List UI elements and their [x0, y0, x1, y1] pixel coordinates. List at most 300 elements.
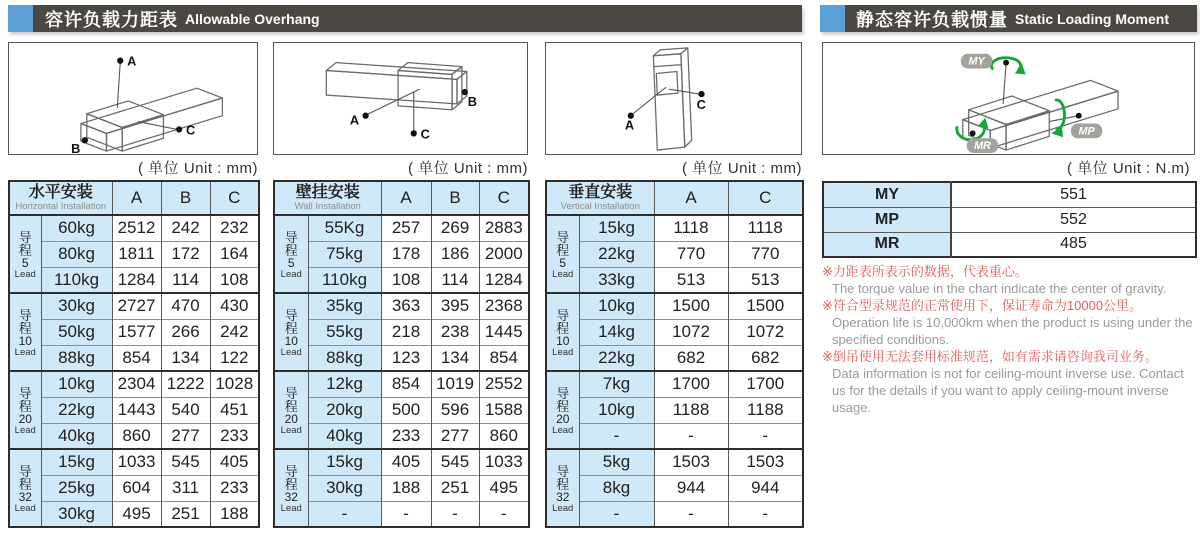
point-label-b: B — [71, 141, 81, 154]
value-cell: 164 — [210, 241, 259, 267]
value-cell: 257 — [381, 215, 431, 241]
lead-word: Lead — [280, 268, 302, 280]
table-row — [546, 319, 803, 345]
moment-badge-mp: MP — [1078, 125, 1095, 138]
load-cell: 22kg — [579, 241, 654, 267]
lead-word: Lead — [552, 424, 574, 436]
moment-row — [823, 232, 1196, 257]
lead-char: 导 — [284, 229, 298, 245]
table-title-zh: 水平安装 — [28, 184, 93, 201]
value-cell: 277 — [431, 423, 479, 449]
value-cell: 2552 — [479, 371, 529, 397]
table-row — [9, 241, 259, 267]
header-title-en: Static Loading Moment — [1015, 10, 1169, 27]
value-cell: 944 — [654, 475, 728, 501]
lead-number: 20 — [18, 411, 32, 426]
point-label-a: A — [349, 112, 360, 128]
load-cell: 110kg — [41, 267, 112, 293]
value-cell: 2883 — [479, 215, 529, 241]
table-row — [274, 345, 529, 371]
table-row — [546, 423, 803, 449]
lead-char: 程 — [284, 320, 298, 336]
value-cell: 1072 — [728, 319, 803, 345]
load-cell: 40kg — [41, 423, 112, 449]
value-cell: 188 — [381, 475, 431, 501]
value-cell: 186 — [431, 241, 479, 267]
value-cell: 854 — [381, 371, 431, 397]
load-cell: 22kg — [41, 397, 112, 423]
value-cell: 114 — [161, 267, 210, 293]
header-title-zh: 静态容许负载惯量 — [856, 9, 1008, 30]
value-cell: 1445 — [479, 319, 529, 345]
value-cell: 513 — [728, 267, 803, 293]
load-cell: 35kg — [308, 293, 381, 319]
lead-group-cell — [274, 449, 308, 527]
table-row — [9, 423, 259, 449]
lead-char: 导 — [556, 385, 570, 401]
value-cell: 232 — [210, 215, 259, 241]
value-cell: 1500 — [728, 293, 803, 319]
load-cell: 10kg — [41, 371, 112, 397]
vertical-installation-table — [545, 180, 804, 528]
lead-char: 程 — [18, 476, 32, 492]
value-cell: 2512 — [112, 215, 161, 241]
horizontal-rail-drawing — [9, 43, 257, 154]
moment-badge-my: MY — [968, 55, 985, 68]
lead-char: 导 — [18, 385, 32, 401]
wall-installation-diagram — [273, 42, 528, 155]
lead-word: Lead — [14, 424, 36, 436]
value-cell: 266 — [161, 319, 210, 345]
load-cell: 33kg — [579, 267, 654, 293]
column-header: B — [161, 181, 210, 215]
value-cell: 269 — [431, 215, 479, 241]
lead-char: 导 — [18, 463, 32, 479]
load-cell: 14kg — [579, 319, 654, 345]
table-header-row — [274, 181, 529, 215]
value-cell: 233 — [381, 423, 431, 449]
wall-installation-table — [273, 180, 530, 528]
value-cell: 251 — [161, 501, 210, 527]
lead-number: 32 — [284, 489, 298, 504]
table-row — [9, 267, 259, 293]
value-cell: 178 — [381, 241, 431, 267]
value-cell: 1188 — [728, 397, 803, 423]
lead-word: Lead — [280, 502, 302, 514]
table-row — [546, 267, 803, 293]
table-row — [546, 501, 803, 527]
value-cell: - — [381, 501, 431, 527]
unit-label-mm: ( 单位 Unit : mm) — [408, 160, 528, 177]
table-row — [274, 215, 529, 241]
value-cell: 2368 — [479, 293, 529, 319]
value-cell: 545 — [431, 449, 479, 475]
lead-number: 10 — [18, 333, 32, 348]
spec-table — [273, 180, 530, 528]
value-cell: - — [479, 501, 529, 527]
header-title-zh: 容许负载力距表 — [45, 9, 178, 30]
load-cell: 22kg — [579, 345, 654, 371]
value-cell: 1700 — [728, 371, 803, 397]
value-cell: 134 — [161, 345, 210, 371]
table-row — [9, 397, 259, 423]
lead-char: 导 — [556, 307, 570, 323]
load-cell: 12kg — [308, 371, 381, 397]
lead-group-cell — [274, 215, 308, 293]
value-cell: 172 — [161, 241, 210, 267]
value-cell: 363 — [381, 293, 431, 319]
lead-word: Lead — [280, 424, 302, 436]
value-cell: 1577 — [112, 319, 161, 345]
value-cell: 242 — [161, 215, 210, 241]
lead-group-cell — [9, 449, 41, 527]
table-row — [274, 293, 529, 319]
point-label-a: A — [624, 117, 635, 133]
value-cell: 2727 — [112, 293, 161, 319]
table-row — [9, 371, 259, 397]
lead-char: 导 — [556, 229, 570, 245]
load-cell: 50kg — [41, 319, 112, 345]
value-cell: 1072 — [654, 319, 728, 345]
value-cell: 860 — [112, 423, 161, 449]
lead-char: 程 — [556, 320, 570, 336]
lead-word: Lead — [14, 268, 36, 280]
lead-char: 程 — [556, 398, 570, 414]
lead-char: 程 — [284, 398, 298, 414]
moment-table — [822, 181, 1197, 258]
value-cell: 242 — [210, 319, 259, 345]
value-cell: 1588 — [479, 397, 529, 423]
value-cell: 134 — [431, 345, 479, 371]
table-row — [274, 319, 529, 345]
note-zh: ※符合型录规范的正常使用下，保证寿命为10000公里。 — [822, 298, 1143, 313]
load-cell: 15kg — [579, 215, 654, 241]
value-cell: 233 — [210, 475, 259, 501]
value-cell: 596 — [431, 397, 479, 423]
load-cell: 30kg — [41, 501, 112, 527]
value-cell: 545 — [161, 449, 210, 475]
load-cell: 55Kg — [308, 215, 381, 241]
load-cell: 60kg — [41, 215, 112, 241]
load-cell: - — [308, 501, 381, 527]
static-moment-table — [822, 181, 1197, 258]
value-cell: 860 — [479, 423, 529, 449]
moment-label: MY — [823, 182, 951, 207]
value-cell: 513 — [654, 267, 728, 293]
point-label-c: C — [696, 96, 706, 112]
wall-rail-drawing — [274, 43, 527, 154]
value-cell: 218 — [381, 319, 431, 345]
point-label-c: C — [420, 126, 430, 142]
table-row — [546, 215, 803, 241]
moment-label: MP — [823, 207, 951, 232]
lead-number: 32 — [18, 489, 32, 504]
note-item — [822, 348, 1198, 416]
value-cell: 251 — [431, 475, 479, 501]
table-row — [9, 293, 259, 319]
lead-word: Lead — [552, 502, 574, 514]
table-row — [546, 371, 803, 397]
load-cell: 110kg — [308, 267, 381, 293]
load-cell: 15kg — [308, 449, 381, 475]
lead-char: 程 — [18, 320, 32, 336]
point-label-a: A — [127, 53, 137, 69]
lead-word: Lead — [280, 346, 302, 358]
value-cell: 470 — [161, 293, 210, 319]
load-cell: 75kg — [308, 241, 381, 267]
value-cell: 1028 — [210, 371, 259, 397]
note-zh: ※倒吊使用无法套用标准规范，如有需求请咨询我司业务。 — [822, 349, 1158, 364]
value-cell: 682 — [728, 345, 803, 371]
unit-label-mm: ( 单位 Unit : mm) — [682, 160, 802, 177]
value-cell: 854 — [112, 345, 161, 371]
table-row — [274, 267, 529, 293]
value-cell: 405 — [381, 449, 431, 475]
value-cell: 1443 — [112, 397, 161, 423]
value-cell: 500 — [381, 397, 431, 423]
value-cell: 1500 — [654, 293, 728, 319]
table-row — [546, 293, 803, 319]
load-cell: 5kg — [579, 449, 654, 475]
value-cell: - — [431, 501, 479, 527]
note-en: Operation life is 10,000km when the product is using under the specified conditions. — [832, 315, 1193, 347]
table-row — [9, 345, 259, 371]
lead-number: 32 — [556, 489, 570, 504]
moment-value: 485 — [951, 232, 1196, 257]
footnotes — [822, 263, 1198, 416]
value-cell: 2304 — [112, 371, 161, 397]
vertical-rail-drawing — [546, 43, 801, 154]
note-zh: ※力距表所表示的数据，代表重心。 — [822, 264, 1028, 279]
value-cell: 311 — [161, 475, 210, 501]
table-title-en: Horizontal Installation — [15, 201, 107, 212]
table-title-zh: 垂直安装 — [568, 184, 633, 201]
value-cell: 495 — [479, 475, 529, 501]
lead-number: 5 — [287, 255, 295, 270]
spec-table — [8, 180, 260, 528]
note-en: The torque value in the chart indicate the center of gravity. — [832, 281, 1167, 296]
load-cell: 80kg — [41, 241, 112, 267]
load-cell: - — [579, 423, 654, 449]
load-cell: 20kg — [308, 397, 381, 423]
load-cell: - — [579, 501, 654, 527]
header-title-en: Allowable Overhang — [185, 10, 320, 27]
value-cell: 123 — [381, 345, 431, 371]
lead-number: 5 — [21, 255, 29, 270]
moment-value: 551 — [951, 182, 1196, 207]
table-row — [546, 345, 803, 371]
static-loading-moment-header — [820, 5, 1197, 32]
lead-group-cell — [546, 215, 579, 293]
value-cell: 451 — [210, 397, 259, 423]
table-title-cell — [9, 181, 112, 215]
lead-word: Lead — [552, 346, 574, 358]
unit-label-nm: ( 单位 Unit : N.m) — [1067, 160, 1190, 177]
table-row — [546, 397, 803, 423]
lead-number: 20 — [556, 411, 570, 426]
moment-row — [823, 182, 1196, 207]
column-header: A — [112, 181, 161, 215]
table-row — [274, 475, 529, 501]
value-cell: 770 — [728, 241, 803, 267]
value-cell: 495 — [112, 501, 161, 527]
table-row — [274, 397, 529, 423]
value-cell: 1019 — [431, 371, 479, 397]
value-cell: 2000 — [479, 241, 529, 267]
lead-char: 导 — [18, 229, 32, 245]
table-title-en: Vertical Installation — [560, 201, 640, 212]
value-cell: 1503 — [728, 449, 803, 475]
point-label-b: B — [467, 93, 478, 109]
value-cell: 1118 — [728, 215, 803, 241]
table-row — [274, 423, 529, 449]
lead-group-cell — [9, 371, 41, 449]
blue-square-icon — [820, 5, 845, 32]
value-cell: 604 — [112, 475, 161, 501]
load-cell: 30kg — [308, 475, 381, 501]
load-cell: 88kg — [308, 345, 381, 371]
table-row — [274, 501, 529, 527]
load-cell: 10kg — [579, 397, 654, 423]
value-cell: 405 — [210, 449, 259, 475]
lead-char: 导 — [284, 463, 298, 479]
lead-char: 程 — [18, 242, 32, 258]
value-cell: 277 — [161, 423, 210, 449]
value-cell: 1222 — [161, 371, 210, 397]
table-row — [546, 475, 803, 501]
lead-char: 导 — [556, 463, 570, 479]
lead-char: 程 — [284, 242, 298, 258]
column-header: A — [381, 181, 431, 215]
load-cell: 30kg — [41, 293, 112, 319]
value-cell: 1188 — [654, 397, 728, 423]
moment-label: MR — [823, 232, 951, 257]
load-cell: 15kg — [41, 449, 112, 475]
table-header-row — [546, 181, 803, 215]
load-cell: 10kg — [579, 293, 654, 319]
table-header-row — [9, 181, 259, 215]
blue-square-icon — [8, 5, 33, 32]
column-header: B — [431, 181, 479, 215]
load-cell: 7kg — [579, 371, 654, 397]
load-cell: 55kg — [308, 319, 381, 345]
value-cell: 1700 — [654, 371, 728, 397]
value-cell: 1503 — [654, 449, 728, 475]
table-row — [274, 241, 529, 267]
lead-char: 程 — [284, 476, 298, 492]
table-row — [9, 501, 259, 527]
static-moment-diagram — [822, 42, 1195, 155]
table-row — [9, 449, 259, 475]
column-header: A — [654, 181, 728, 215]
unit-label-mm: ( 单位 Unit : mm) — [138, 160, 258, 177]
point-label-c: C — [186, 122, 196, 138]
load-cell: 25kg — [41, 475, 112, 501]
vertical-installation-diagram — [545, 42, 802, 155]
lead-number: 10 — [556, 333, 570, 348]
lead-char: 导 — [18, 307, 32, 323]
lead-group-cell — [546, 371, 579, 449]
note-item — [822, 263, 1198, 297]
lead-word: Lead — [14, 346, 36, 358]
spec-table — [545, 180, 804, 528]
value-cell: 238 — [431, 319, 479, 345]
table-row — [9, 319, 259, 345]
table-row — [546, 449, 803, 475]
value-cell: 540 — [161, 397, 210, 423]
value-cell: 854 — [479, 345, 529, 371]
value-cell: 1033 — [479, 449, 529, 475]
moment-value: 552 — [951, 207, 1196, 232]
lead-number: 10 — [284, 333, 298, 348]
lead-group-cell — [546, 293, 579, 371]
horizontal-installation-table — [8, 180, 260, 528]
lead-number: 20 — [284, 411, 298, 426]
value-cell: - — [654, 501, 728, 527]
lead-char: 程 — [556, 242, 570, 258]
value-cell: 108 — [210, 267, 259, 293]
value-cell: 114 — [431, 267, 479, 293]
value-cell: 188 — [210, 501, 259, 527]
lead-word: Lead — [14, 502, 36, 514]
note-en: Data information is not for ceiling-mount inverse use. Contact us for the details if you want to apply ceiling-mount inverse usage. — [832, 366, 1184, 415]
value-cell: 430 — [210, 293, 259, 319]
lead-char: 程 — [18, 398, 32, 414]
moment-rail-drawing — [823, 43, 1194, 154]
moment-row — [823, 207, 1196, 232]
value-cell: 122 — [210, 345, 259, 371]
value-cell: - — [728, 423, 803, 449]
lead-group-cell — [274, 371, 308, 449]
table-row — [9, 475, 259, 501]
value-cell: - — [654, 423, 728, 449]
lead-word: Lead — [552, 268, 574, 280]
value-cell: 770 — [654, 241, 728, 267]
table-row — [546, 241, 803, 267]
value-cell: 1284 — [112, 267, 161, 293]
column-header: C — [728, 181, 803, 215]
value-cell: 1284 — [479, 267, 529, 293]
table-title-en: Wall Installation — [294, 201, 361, 212]
value-cell: 1811 — [112, 241, 161, 267]
value-cell: 1033 — [112, 449, 161, 475]
lead-group-cell — [9, 215, 41, 293]
value-cell: 395 — [431, 293, 479, 319]
column-header: C — [479, 181, 529, 215]
note-item — [822, 297, 1198, 348]
lead-group-cell — [274, 293, 308, 371]
lead-number: 5 — [559, 255, 567, 270]
lead-group-cell — [9, 293, 41, 371]
table-title-zh: 壁挂安装 — [295, 184, 360, 201]
horizontal-installation-diagram — [8, 42, 258, 155]
value-cell: 682 — [654, 345, 728, 371]
lead-char: 导 — [284, 385, 298, 401]
lead-char: 程 — [556, 476, 570, 492]
load-cell: 40kg — [308, 423, 381, 449]
value-cell: 944 — [728, 475, 803, 501]
column-header: C — [210, 181, 259, 215]
table-row — [9, 215, 259, 241]
lead-char: 导 — [284, 307, 298, 323]
table-title-cell — [546, 181, 654, 215]
allowable-overhang-header — [8, 5, 802, 32]
lead-group-cell — [546, 449, 579, 527]
load-cell: 8kg — [579, 475, 654, 501]
value-cell: 1118 — [654, 215, 728, 241]
table-row — [274, 449, 529, 475]
table-title-cell — [274, 181, 381, 215]
